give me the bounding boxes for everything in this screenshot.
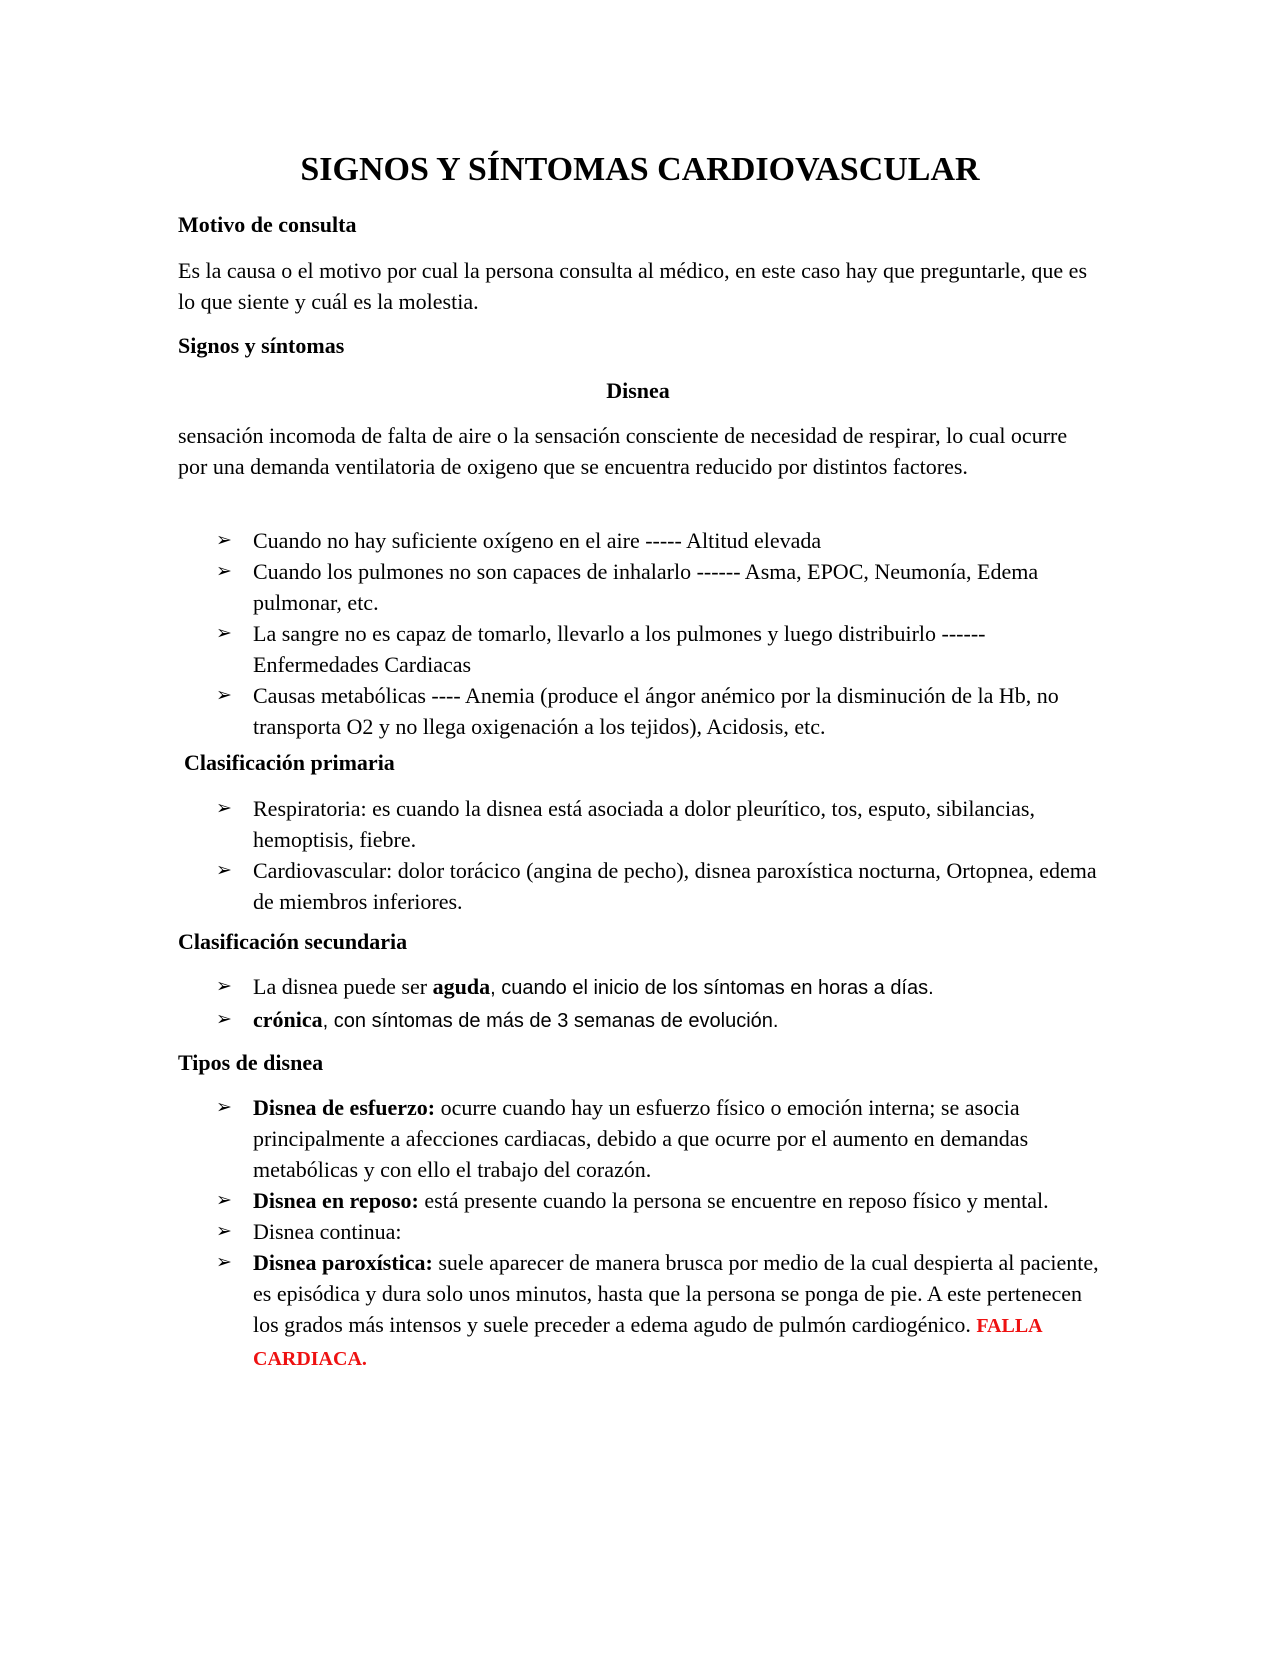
motivo-heading: Motivo de consulta [178,212,357,237]
disnea-definition: sensación incomoda de falta de aire o la sensación consciente de necesidad de respirar, lo cual ocurre por una demanda ventilatoria de oxigeno que se encuentra reducido por distintos factores. [178,423,1068,479]
secundaria-list [178,971,1108,1037]
list-item: ➢ Disnea de esfuerzo: ocurre cuando hay un esfuerzo físico o emoción interna; se asocia principalmente a afecciones cardiacas, debido a que ocurre por el aumento en demandas metabólicas y con ello el trabajo del corazón. [178,1092,1108,1185]
list-item: ➢ La disnea puede ser aguda, cuando el inicio de los síntomas en horas a días. [178,971,1108,1004]
disnea-subheading: Disnea [606,378,670,403]
tipos-list [178,1092,1108,1375]
falla-cardiaca-highlight: FALLA CARDIACA. [253,1315,1042,1370]
tipos-heading: Tipos de disnea [178,1050,324,1075]
arrow-bullet-icon: ➢ [216,622,232,644]
arrow-bullet-icon: ➢ [216,1189,232,1211]
list-item: ➢ Cuando los pulmones no son capaces de inhalarlo ------ Asma, EPOC, Neumonía, Edema pulmonar, etc. [178,556,1108,618]
list-item: ➢ crónica, con síntomas de más de 3 semanas de evolución. [178,1004,1108,1037]
motivo-body: Es la causa o el motivo por cual la persona consulta al médico, en este caso hay que preguntarle, que es lo que siente y cuál es la molestia. [178,258,1088,314]
arrow-bullet-icon: ➢ [216,1008,232,1030]
arrow-bullet-icon: ➢ [216,1096,232,1118]
arrow-bullet-icon: ➢ [216,529,232,551]
arrow-bullet-icon: ➢ [216,684,232,706]
arrow-bullet-icon: ➢ [216,1220,232,1242]
list-item: ➢ La sangre no es capaz de tomarlo, llevarlo a los pulmones y luego distribuirlo ------ Enfermedades Cardiacas [178,618,1108,680]
list-item: ➢ Disnea continua: [178,1216,1108,1247]
list-item: ➢ Respiratoria: es cuando la disnea está asociada a dolor pleurítico, tos, esputo, sibilancias, hemoptisis, fiebre. [178,793,1108,855]
arrow-bullet-icon: ➢ [216,859,232,881]
page-title: SIGNOS Y SÍNTOMAS CARDIOVASCULAR [300,151,980,188]
list-item: ➢ Disnea paroxística: suele aparecer de manera brusca por medio de la cual despierta al paciente, es episódica y dura solo unos minutos, hasta que la persona se ponga de pie. A este pertenecen los grados más intensos y suele preceder a edema agudo de pulmón cardiogénico. FALLA CARDIACA. [178,1247,1108,1375]
list-item: ➢ Cardiovascular: dolor torácico (angina de pecho), disnea paroxística nocturna, Ortopnea, edema de miembros inferiores. [178,855,1108,917]
primaria-heading: Clasificación primaria [184,750,395,775]
signos-heading: Signos y síntomas [178,333,345,358]
secundaria-heading: Clasificación secundaria [178,929,408,954]
arrow-bullet-icon: ➢ [216,560,232,582]
list-item: ➢ Cuando no hay suficiente oxígeno en el aire ----- Altitud elevada [178,525,1108,556]
arrow-bullet-icon: ➢ [216,797,232,819]
primaria-list [178,793,1108,917]
causes-list [178,525,1108,742]
list-item: ➢ Causas metabólicas ---- Anemia (produce el ángor anémico por la disminución de la Hb, no transporta O2 y no llega oxigenación a los tejidos), Acidosis, etc. [178,680,1108,742]
list-item: ➢ Disnea en reposo: está presente cuando la persona se encuentre en reposo físico y mental. [178,1185,1108,1216]
arrow-bullet-icon: ➢ [216,975,232,997]
arrow-bullet-icon: ➢ [216,1251,232,1273]
